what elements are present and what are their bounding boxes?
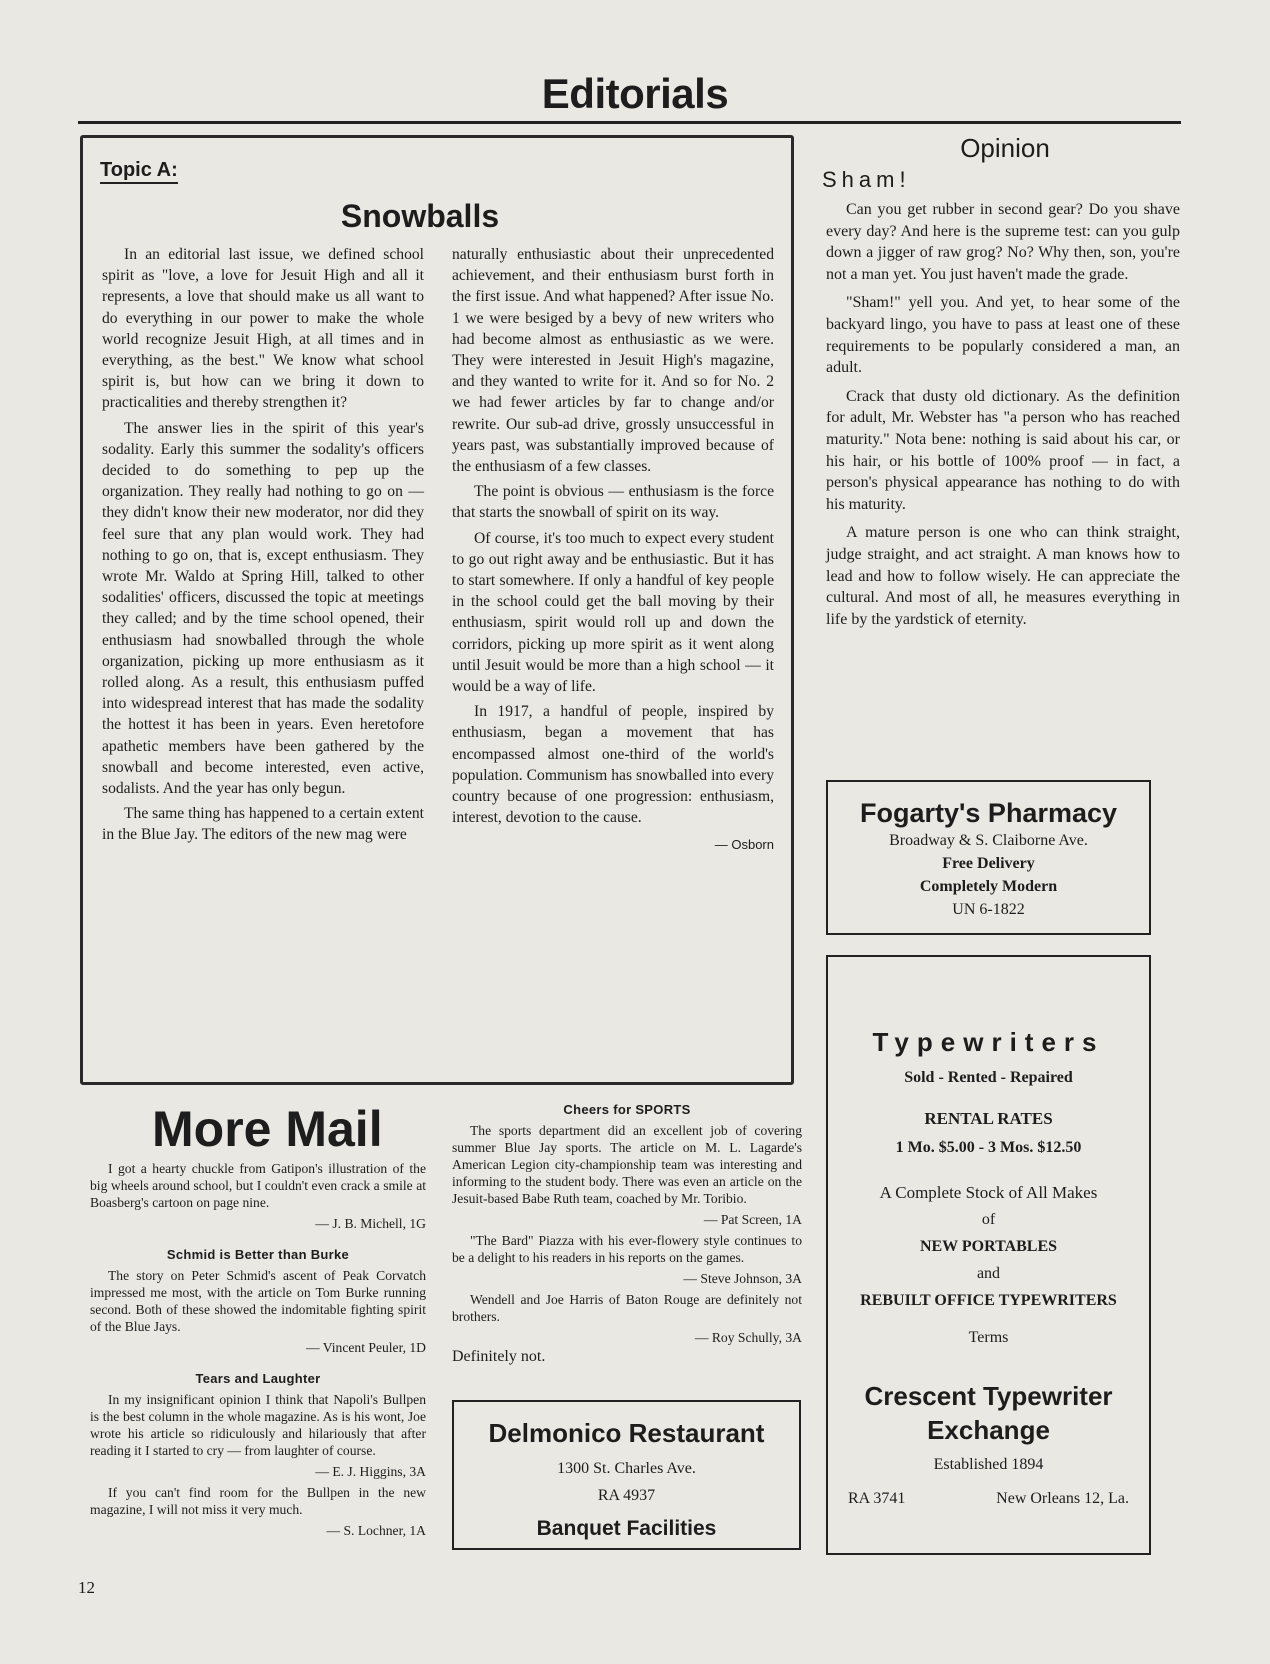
- ad-text: and: [976, 1265, 1001, 1282]
- opinion-title: Opinion: [960, 133, 1050, 163]
- page-title: Editorials: [541, 70, 729, 117]
- opinion-paragraph: Can you get rubber in second gear? Do you shave every day? And here is the supreme test: can you gulp down a jigger of raw grog? No? Why then, son, you're not a man yet. You just haven't made the grade.: [826, 201, 1180, 283]
- ad-address: 1300 St. Charles Ave.: [557, 1460, 696, 1477]
- letter-text: Wendell and Joe Harris of Baton Rouge are definitely not brothers.: [452, 1292, 802, 1324]
- ad-terms: Terms: [968, 1329, 1009, 1346]
- letter-signature: — J. B. Michell, 1G: [315, 1216, 426, 1231]
- ad-rates: 1 Mo. $5.00 - 3 Mos. $12.50: [895, 1139, 1082, 1156]
- letter-text: The story on Peter Schmid's ascent of Peak Corvatch impressed me most, with the article on Tom Burke running second. Both of these showed the indomitable fighting spirit of the Blue Jays.: [90, 1268, 426, 1334]
- ad-footer: [828, 1490, 1149, 1508]
- ad-company-name: Crescent Typewriter Exchange: [864, 1381, 1113, 1445]
- ad-stock: A Complete Stock of All Makes: [879, 1183, 1098, 1202]
- ad-rates-heading: RENTAL RATES: [924, 1109, 1053, 1128]
- letter-signature: — Roy Schully, 3A: [694, 1330, 802, 1345]
- ad-address: Broadway & S. Claiborne Ave.: [889, 832, 1088, 849]
- letter-signature: — Vincent Peuler, 1D: [306, 1340, 426, 1355]
- editorial-paragraph: In 1917, a handful of people, inspired by enthusiasm, began a movement that has encompassed almost one-third of the world's population. Communism has snowballed into every country because of one progression: enthusiasm, interest, devotion to the cause.: [452, 703, 774, 827]
- letter-heading: Schmid is Better than Burke: [166, 1247, 350, 1262]
- letter-text: "The Bard" Piazza with his ever-flowery style continues to be a delight to his readers in his reports on the games.: [452, 1233, 802, 1265]
- ad-rebuilt: REBUILT OFFICE TYPEWRITERS: [860, 1292, 1117, 1309]
- editorial-paragraph: The point is obvious — enthusiasm is the force that starts the snowball of spirit on its way.: [452, 483, 774, 522]
- editorial-paragraph: Of course, it's too much to expect every student to go out right away and be enthusiastic. But it has to start somewhere. If only a handful of key people in the school could get the ball moving by their enthusiasm, spirit would roll up and down the corridors, picking up more spirit as it went along until Jesuit would be more than a high school — it would be a way of life.: [452, 529, 774, 696]
- ad-phone: RA 4937: [597, 1487, 656, 1504]
- ad-portables: NEW PORTABLES: [919, 1238, 1058, 1255]
- opinion-subtitle: Sham!: [822, 167, 911, 192]
- letter-reply: Definitely not.: [452, 1348, 546, 1365]
- letter-signature: — S. Lochner, 1A: [326, 1523, 426, 1538]
- opinion-body: [826, 199, 1180, 637]
- ad-city: New Orleans 12, La.: [996, 1490, 1129, 1507]
- topic-label: Topic A:: [100, 158, 178, 184]
- ad-business-name: Fogarty's Pharmacy: [859, 798, 1118, 828]
- opinion-paragraph: Crack that dusty old dictionary. As the definition for adult, Mr. Webster has "a person who has reached maturity." Nota bene: nothing is said about his car, or his hair, or his bottle of 100% proof — in fact, a person's physical appearance has nothing to do with his maturity.: [826, 387, 1180, 513]
- editorial-paragraph: The answer lies in the spirit of this year's sodality. Early this summer the sodality's officers decided to do something to pep up the organization. They really had nothing to go on — they didn't know their new moderator, nor did they feel sure that any plan would work. They had nothing to go on, that is, except enthusiasm. They wrote Mr. Waldo at Spring Hill, talked to other sodalities' officers, discussed the topic at meetings they called; and by the time school opened, their enthusiasm had snowballed through the whole organization, picking up more enthusiasm as it rolled along. As a result, this enthusiasm puffed into widespread interest that has made the sodality the hottest it has been in years. Even heretofore apathetic members have been gathered by the snowball and become interested, even active, sodalists. And the year has only begun.: [102, 419, 424, 798]
- delmonico-restaurant-ad: [452, 1400, 801, 1550]
- ad-feature: Free Delivery: [942, 855, 1035, 872]
- ad-text: of: [981, 1211, 996, 1228]
- letter-signature: — E. J. Higgins, 3A: [315, 1464, 426, 1479]
- editorial-column-1: [102, 244, 424, 850]
- editorial-title: Snowballs: [340, 198, 500, 234]
- editorial-paragraph: In an editorial last issue, we defined school spirit as "love, a love for Jesuit High and all it represents, a love that should make us all want to do everything in our power to make the whole world recognize Jesuit High, at all times and in everything, as the best." We know what school spirit is, but how can we bring it down to practicalities and thereby strengthen it?: [102, 246, 424, 412]
- header-rule: [78, 121, 1181, 124]
- letter-text: The sports department did an excellent job of covering summer Blue Jay sports. The article on M. L. Lagarde's American Legion city-championship team was interesting and informing to the student body. There was even an article on the Jesuit-based Babe Ruth team, coached by Mr. Toribio.: [452, 1123, 802, 1206]
- mail-column-1: [90, 1160, 426, 1553]
- ad-services: Sold - Rented - Repaired: [904, 1069, 1073, 1086]
- editorial-paragraph: The same thing has happened to a certain extent in the Blue Jay. The editors of the new mag were: [102, 805, 424, 844]
- opinion-paragraph: "Sham!" yell you. And yet, to hear some of the backyard lingo, you have to pass at least one of these requirements to be popularly considered a man, an adult.: [826, 294, 1180, 377]
- ad-feature: Completely Modern: [919, 878, 1058, 895]
- editorial-paragraph: naturally enthusiastic about their unprecedented achievement, and their enthusiasm burst forth in the first issue. And what happened? After issue No. 1 we were besiged by a bevy of new writers who had become almost as enthusiastic as we were. They were interested in Jesuit High's magazine, and they wanted to write for it. And so for No. 2 we had fewer articles by far to change and/or rewrite. Our sub-ad drive, grossly unsuccessful in years past, was substantially improved because of the enthusiasm of a few classes.: [452, 246, 774, 476]
- mail-title: More Mail: [152, 1101, 383, 1157]
- fogarty-pharmacy-ad: [826, 780, 1151, 935]
- letter-text: If you can't find room for the Bullpen in the new magazine, I will not miss it very much.: [90, 1485, 426, 1517]
- ad-business-name: Delmonico Restaurant: [488, 1418, 765, 1448]
- letter-signature: — Steve Johnson, 3A: [683, 1271, 802, 1286]
- mail-column-2: [452, 1101, 802, 1365]
- ad-tagline: Banquet Facilities: [536, 1517, 717, 1540]
- editorial-column-2: [452, 244, 774, 856]
- ad-phone: UN 6-1822: [952, 901, 1025, 918]
- ad-phone: RA 3741: [848, 1490, 906, 1507]
- typewriter-ad: [826, 955, 1151, 1555]
- ad-headline: Typewriters: [872, 1027, 1105, 1057]
- letter-heading: Cheers for SPORTS: [563, 1102, 691, 1117]
- ad-established: Established 1894: [933, 1456, 1044, 1473]
- letter-text: In my insignificant opinion I think that Napoli's Bullpen is the best column in the whole magazine. As is his wont, Joe wrote his article so ridiculously and hilariously that after reading it I started to cry — from laughter of course.: [90, 1392, 426, 1458]
- opinion-paragraph: A mature person is one who can think straight, judge straight, and act straight. A man knows how to lead and how to follow wisely. He can appreciate the cultural. And most of all, he measures everything in life by the yardstick of eternity.: [826, 524, 1180, 628]
- letter-signature: — Pat Screen, 1A: [703, 1212, 802, 1227]
- letter-text: I got a hearty chuckle from Gatipon's illustration of the big wheels around school, but I couldn't even crack a smile at Boasberg's cartoon on page nine.: [90, 1161, 426, 1210]
- letter-heading: Tears and Laughter: [195, 1371, 321, 1386]
- editorial-signature: — Osborn: [714, 837, 774, 853]
- page-number: 12: [78, 1578, 95, 1597]
